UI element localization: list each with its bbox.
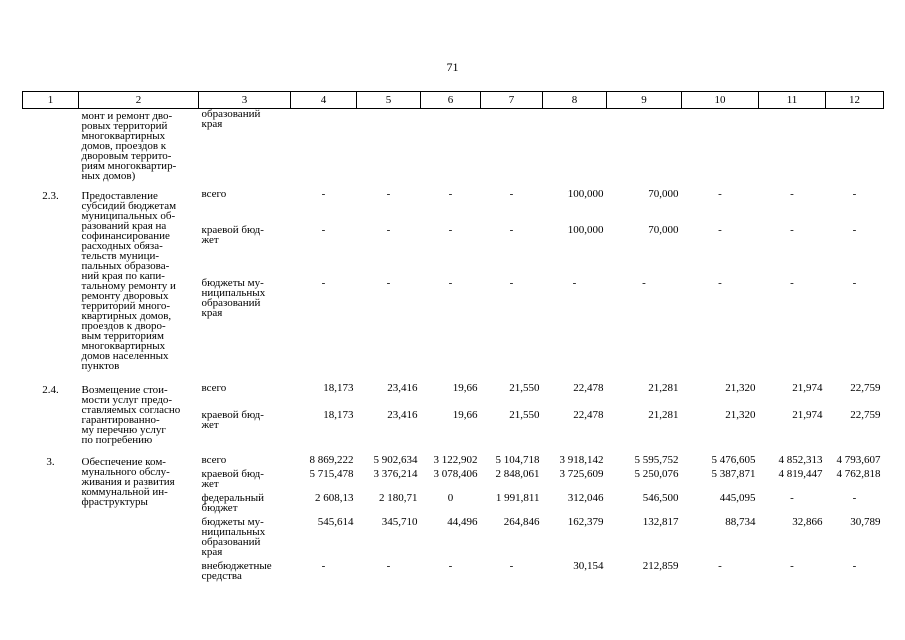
amount-cell: 21,281: [648, 409, 679, 422]
amount-cell: 30,154: [573, 560, 604, 572]
funding-source: краевой бюд- жет: [201, 409, 264, 432]
amount-cell: 2 848,061: [495, 468, 540, 480]
amount-cell: 70,000: [648, 223, 679, 236]
amount-cell: -: [509, 276, 514, 289]
amount-cell: -: [386, 276, 391, 289]
amount-cell: 44,496: [447, 516, 478, 528]
amount-cell: 21,320: [725, 382, 756, 394]
amount-cell: -: [321, 188, 326, 200]
amount-cell: [543, 109, 607, 182]
amount-cell: 3 376,214: [373, 468, 418, 480]
funding-source: всего: [201, 382, 227, 394]
item-description: Обеспечение ком- мунального обслу- живания и развития коммунальной ин- фраструктуры: [81, 456, 175, 508]
amount-cell: -: [790, 492, 794, 504]
column-header: 7: [481, 92, 543, 109]
funding-source: бюджеты му- ниципальных образований края: [201, 276, 266, 319]
amount-cell: -: [852, 276, 857, 289]
amount-cell: -: [386, 560, 391, 572]
item-description: Возмещение стои- мости услуг предо- ставляемых согласно гарантированно- му перечню услуг по погребению: [81, 384, 181, 446]
amount-cell: [759, 109, 826, 182]
amount-cell: -: [509, 223, 514, 236]
amount-cell: -: [790, 560, 794, 572]
amount-cell: -: [790, 276, 794, 289]
item-description: Предоставление субсидий бюджетам муниципальных об- разований края на софинансирование расходных обяза- тельств муници- пальных образова- ний края по капи- тальному ремонту и ремонту дворовых территорий много- квартирных домов, проездов к дворо- вым территориям многоквартирных домов населенных пунктов: [81, 190, 177, 372]
amount-cell: 21,320: [725, 409, 756, 422]
amount-cell: 5 595,752: [634, 454, 679, 466]
amount-cell: [291, 109, 357, 182]
amount-cell: 4 793,607: [836, 454, 881, 466]
amount-cell: 264,846: [503, 516, 540, 528]
amount-cell: 19,66: [452, 382, 478, 394]
amount-cell: 312,046: [567, 492, 604, 504]
amount-cell: -: [718, 223, 722, 236]
amount-cell: 100,000: [567, 188, 604, 200]
amount-cell: 3 122,902: [433, 454, 478, 466]
column-header: 9: [607, 92, 682, 109]
column-header: 3: [199, 92, 291, 109]
amount-cell: 22,759: [850, 382, 881, 394]
funding-source: федеральный бюджет: [201, 492, 264, 514]
item-number: [23, 109, 79, 182]
amount-cell: 1 991,811: [495, 492, 540, 504]
column-header: 11: [759, 92, 826, 109]
table-row: [23, 109, 884, 182]
amount-cell: [357, 109, 421, 182]
funding-source: внебюджетные средства: [201, 560, 272, 582]
amount-cell: 21,550: [509, 409, 540, 422]
amount-cell: 5 902,634: [373, 454, 418, 466]
column-header: 4: [291, 92, 357, 109]
amount-cell: -: [509, 188, 514, 200]
item-number: 3.: [46, 456, 55, 468]
amount-cell: 5 250,076: [634, 468, 679, 480]
amount-cell: -: [852, 188, 857, 200]
amount-cell: 21,550: [509, 382, 540, 394]
amount-cell: -: [321, 560, 326, 572]
amount-cell: -: [321, 223, 326, 236]
amount-cell: 2 608,13: [315, 492, 354, 504]
amount-cell: -: [321, 276, 326, 289]
amount-cell: 23,416: [387, 409, 418, 422]
table-row: [23, 371, 884, 406]
funding-source: образований края: [201, 108, 261, 130]
amount-cell: 345,710: [381, 516, 418, 528]
table-body: [23, 109, 884, 582]
amount-cell: -: [572, 276, 577, 289]
amount-cell: 5 476,605: [711, 454, 756, 466]
amount-cell: 4 819,447: [778, 468, 823, 480]
amount-cell: 5 387,871: [711, 468, 756, 480]
financing-table: [22, 91, 884, 581]
amount-cell: [826, 109, 884, 182]
amount-cell: 30,789: [850, 516, 881, 528]
funding-source: бюджеты му- ниципальных образований края: [201, 516, 266, 558]
column-number-row: [23, 92, 884, 109]
amount-cell: 19,66: [452, 409, 478, 422]
item-number: 2.4.: [42, 384, 59, 396]
amount-cell: 88,734: [725, 516, 756, 528]
amount-cell: -: [448, 223, 453, 236]
page-number: 71: [446, 60, 459, 74]
column-header: 6: [421, 92, 481, 109]
table-row: [23, 445, 884, 465]
amount-cell: -: [852, 492, 857, 504]
amount-cell: 4 762,818: [836, 468, 881, 480]
amount-cell: 21,974: [792, 409, 823, 422]
amount-cell: 32,866: [792, 516, 823, 528]
amount-cell: 5 104,718: [495, 454, 540, 466]
amount-cell: -: [852, 223, 857, 236]
amount-cell: [682, 109, 759, 182]
amount-cell: 18,173: [323, 409, 354, 422]
amount-cell: 0: [447, 492, 454, 504]
amount-cell: 3 078,406: [433, 468, 478, 480]
amount-cell: 3 725,609: [559, 468, 604, 480]
table-row: [23, 181, 884, 221]
column-header: 8: [543, 92, 607, 109]
amount-cell: 5 715,478: [309, 468, 354, 480]
amount-cell: 545,614: [317, 516, 354, 528]
amount-cell: 22,478: [573, 382, 604, 394]
amount-cell: -: [718, 276, 722, 289]
funding-source: всего: [201, 188, 227, 200]
amount-cell: [481, 109, 543, 182]
amount-cell: -: [790, 188, 794, 200]
amount-cell: -: [448, 276, 453, 289]
amount-cell: -: [790, 223, 794, 236]
column-header: 2: [79, 92, 199, 109]
amount-cell: 162,379: [567, 516, 604, 528]
amount-cell: 23,416: [387, 382, 418, 394]
item-number: 2.3.: [42, 190, 59, 202]
amount-cell: [607, 109, 682, 182]
amount-cell: 212,859: [642, 560, 679, 572]
amount-cell: -: [448, 560, 453, 572]
amount-cell: 132,817: [642, 516, 679, 528]
amount-cell: -: [386, 223, 391, 236]
amount-cell: 100,000: [567, 223, 604, 236]
amount-cell: -: [718, 560, 722, 572]
amount-cell: 22,478: [573, 409, 604, 422]
item-description: монт и ремонт дво- ровых территорий многоквартирных домов, проездов к дворовым террито- риям многоквартир- ных домов): [81, 110, 177, 182]
column-header: 10: [682, 92, 759, 109]
amount-cell: 8 869,222: [309, 454, 354, 466]
amount-cell: 4 852,313: [778, 454, 823, 466]
amount-cell: -: [852, 560, 857, 572]
amount-cell: [421, 109, 481, 182]
amount-cell: 22,759: [850, 409, 881, 422]
amount-cell: -: [642, 276, 646, 289]
funding-source: краевой бюд- жет: [201, 223, 264, 246]
amount-cell: 21,281: [648, 382, 679, 394]
amount-cell: 2 180,71: [379, 492, 418, 504]
amount-cell: 445,095: [719, 492, 756, 504]
amount-cell: -: [718, 188, 722, 200]
amount-cell: 3 918,142: [559, 454, 604, 466]
amount-cell: 70,000: [648, 188, 679, 200]
amount-cell: -: [386, 188, 391, 200]
column-header: 1: [23, 92, 79, 109]
amount-cell: 18,173: [323, 382, 354, 394]
column-header: 12: [826, 92, 884, 109]
amount-cell: -: [448, 188, 453, 200]
amount-cell: 546,500: [642, 492, 679, 504]
column-header: 5: [357, 92, 421, 109]
funding-source: всего: [201, 454, 227, 466]
amount-cell: -: [509, 560, 514, 572]
amount-cell: 21,974: [792, 382, 823, 394]
funding-source: краевой бюд- жет: [201, 468, 264, 490]
